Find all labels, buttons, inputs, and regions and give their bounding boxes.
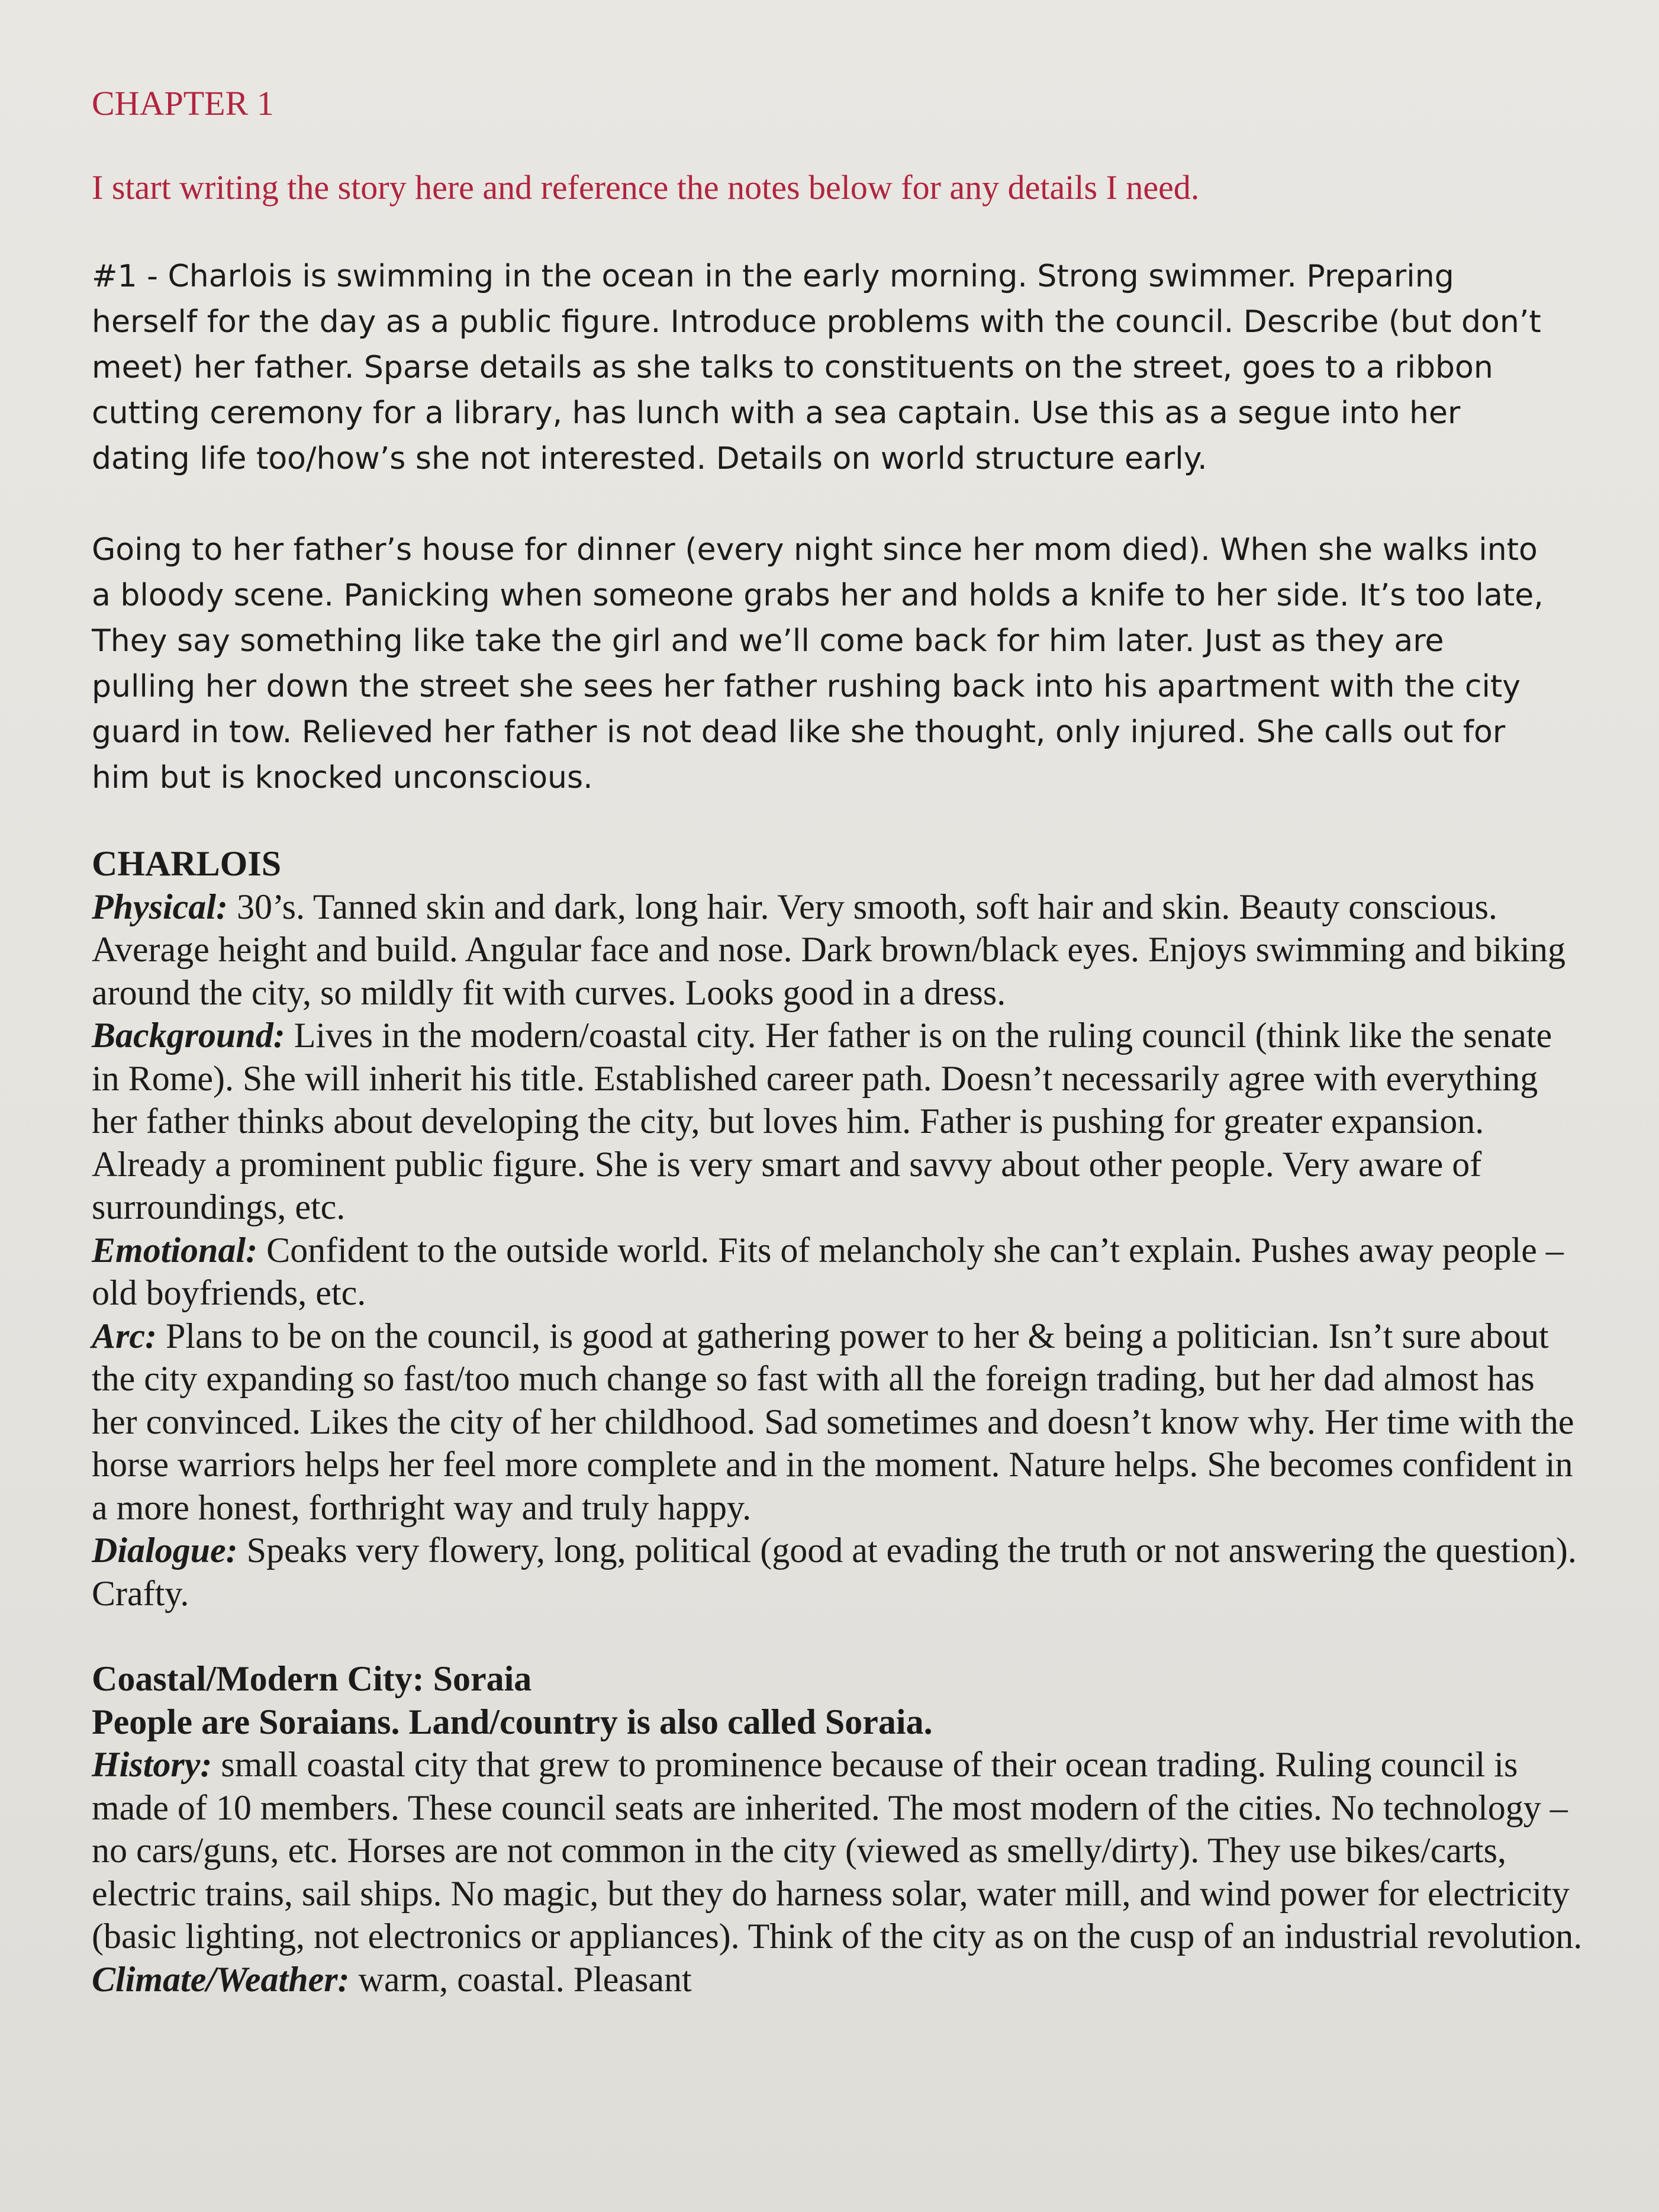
climate-text: warm, coastal. Pleasant bbox=[349, 1959, 692, 1999]
background-label: Background: bbox=[92, 1016, 285, 1055]
arc-text: Plans to be on the council, is good at gathering power to her & being a politician. Isn’t sure about the city expanding so fast/too much change so fast with all the foreign trading, but her dad almost has her convinced. Likes the city of her childhood. Sad sometimes and doesn’t know why. Her time with the horse warriors helps her feel more complete and in the moment. Nature helps. She becomes confident in a more honest, forthright way and truly happy. bbox=[92, 1316, 1574, 1527]
climate-entry bbox=[92, 1958, 1583, 2001]
background-entry bbox=[92, 1014, 1583, 1229]
arc-entry bbox=[92, 1315, 1583, 1530]
chapter-heading: CHAPTER 1 bbox=[92, 84, 274, 123]
history-text: small coastal city that grew to prominence because of their ocean trading. Ruling council is made of 10 members. These council seats are inherited. The most modern of the cities. No technology – no cars/guns, etc. Horses are not common in the city (viewed as smelly/dirty). They use bikes/carts, electric trains, sail ships. No magic, but they do harness solar, water mill, and wind power for electricity (basic lighting, not electronics or appliances). Think of the city as on the cusp of an industrial revolution. bbox=[92, 1745, 1583, 1956]
history-label: History: bbox=[92, 1745, 212, 1785]
dialogue-label: Dialogue: bbox=[92, 1531, 238, 1570]
emotional-label: Emotional: bbox=[92, 1230, 258, 1270]
city-profile bbox=[92, 1657, 1583, 2001]
physical-label: Physical: bbox=[92, 887, 228, 926]
emotional-entry bbox=[92, 1229, 1583, 1315]
character-profile bbox=[92, 842, 1583, 1615]
physical-entry bbox=[92, 886, 1583, 1015]
dialogue-text: Speaks very flowery, long, political (good at evading the truth or not answering the question). Crafty. bbox=[92, 1531, 1577, 1613]
physical-text: 30’s. Tanned skin and dark, long hair. Very smooth, soft hair and skin. Beauty conscious. Average height and build. Angular face and nose. Dark brown/black eyes. Enjoys swimming and biking around the city, so mildly fit with curves. Looks good in a dress. bbox=[92, 887, 1565, 1012]
emotional-text: Confident to the outside world. Fits of melancholy she can’t explain. Pushes away people – old boyfriends, etc. bbox=[92, 1230, 1564, 1313]
background-text: Lives in the modern/coastal city. Her father is on the ruling council (think like the senate in Rome). She will inherit his title. Established career path. Doesn’t necessarily agree with everything her father thinks about developing the city, but loves him. Father is pushing for greater expansion. Already a prominent public figure. She is very smart and savvy about other people. Very aware of surroundings, etc. bbox=[92, 1016, 1552, 1227]
dialogue-entry bbox=[92, 1529, 1583, 1615]
history-entry bbox=[92, 1743, 1583, 1958]
chapter-intro-note: I start writing the story here and reference the notes below for any details I need. bbox=[92, 168, 1200, 207]
character-name: CHARLOIS bbox=[92, 844, 282, 884]
city-people-heading: People are Soraians. Land/country is also called Soraia. bbox=[92, 1702, 933, 1741]
arc-label: Arc: bbox=[92, 1316, 157, 1355]
city-heading: Coastal/Modern City: Soraia bbox=[92, 1659, 532, 1699]
climate-label: Climate/Weather: bbox=[92, 1959, 350, 1999]
scene-note-2: Going to her father’s house for dinner (every night since her mom died). When she walks into a bloody scene. Panicking when someone grabs her and holds a knife to her side. It’s too late, They say something like take the girl and we’ll come back for him later. Just as they are pulling her down the street she sees her father rushing back into his apartment with the city guard in tow. Relieved her father is not dead like she thought, only injured. She calls out for him but is knocked unconscious. bbox=[92, 532, 1544, 796]
scene-note-1: #1 - Charlois is swimming in the ocean in the early morning. Strong swimmer. Preparing herself for the day as a public figure. Introduce problems with the council. Describe (but don’t meet) her father. Sparse details as she talks to constituents on the street, goes to a ribbon cutting ceremony for a library, has lunch with a sea captain. Use this as a segue into her dating life too/how’s she not interested. Details on world structure early. bbox=[92, 259, 1541, 477]
